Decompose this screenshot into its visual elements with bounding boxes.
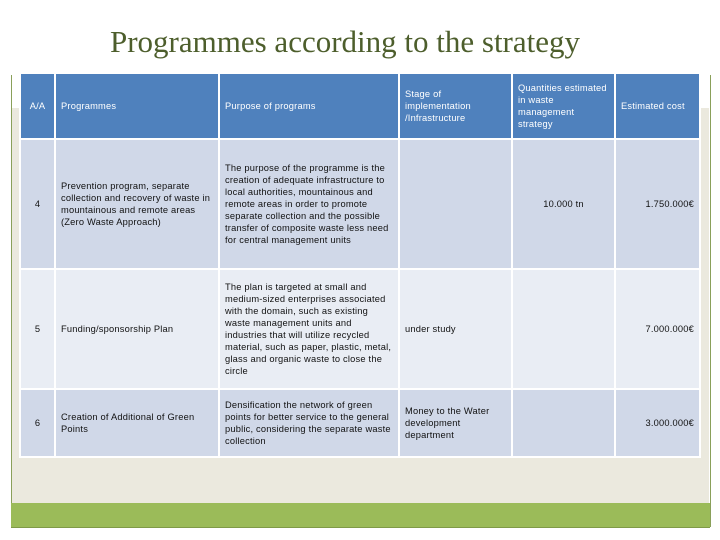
table-header-row: [21, 74, 699, 138]
cell-cost: 7.000.000€: [616, 270, 699, 388]
cell-programme: Funding/sponsorship Plan: [56, 270, 218, 388]
page-title: Programmes according to the strategy: [109, 24, 581, 59]
cell-quantity: [513, 390, 614, 456]
cell-stage: [400, 140, 511, 268]
cell-stage: Money to the Water development department: [400, 390, 511, 456]
cell-quantity: 10.000 tn: [513, 140, 614, 268]
cell-quantity: [513, 270, 614, 388]
cell-cost: 1.750.000€: [616, 140, 699, 268]
footer-bar: [11, 503, 710, 528]
cell-purpose: The plan is targeted at small and medium-sized enterprises associated with the domain, such as existing waste management units and industries that will utilize recycled material, such as paper, plastic, metal, glass and organic waste to close the circle: [220, 270, 398, 388]
cell-programme: Creation of Additional of Green Points: [56, 390, 218, 456]
cell-purpose: Densification the network of green points for better service to the general public, considering the separate waste collection: [220, 390, 398, 456]
header-stage: Stage of implementation /Infrastructure: [400, 74, 511, 138]
cell-programme: Prevention program, separate collection and recovery of waste in mountainous and remote areas (Zero Waste Approach): [56, 140, 218, 268]
header-programmes: Programmes: [56, 74, 218, 138]
cell-purpose: The purpose of the programme is the creation of adequate infrastructure to local authorities, mountainous and remote areas in order to promote separate collection and the possible transfer of composite waste less need for central management units: [220, 140, 398, 268]
header-purpose: Purpose of programs: [220, 74, 398, 138]
programmes-table: [19, 72, 701, 458]
header-aa: A/A: [21, 74, 54, 138]
table-row: [21, 140, 699, 268]
cell-aa: 4: [21, 140, 54, 268]
cell-stage: under study: [400, 270, 511, 388]
header-quantities: Quantities estimated in waste management strategy: [513, 74, 614, 138]
cell-cost: 3.000.000€: [616, 390, 699, 456]
cell-aa: 6: [21, 390, 54, 456]
table-row: [21, 270, 699, 388]
table-row: [21, 390, 699, 456]
cell-aa: 5: [21, 270, 54, 388]
header-cost: Estimated cost: [616, 74, 699, 138]
